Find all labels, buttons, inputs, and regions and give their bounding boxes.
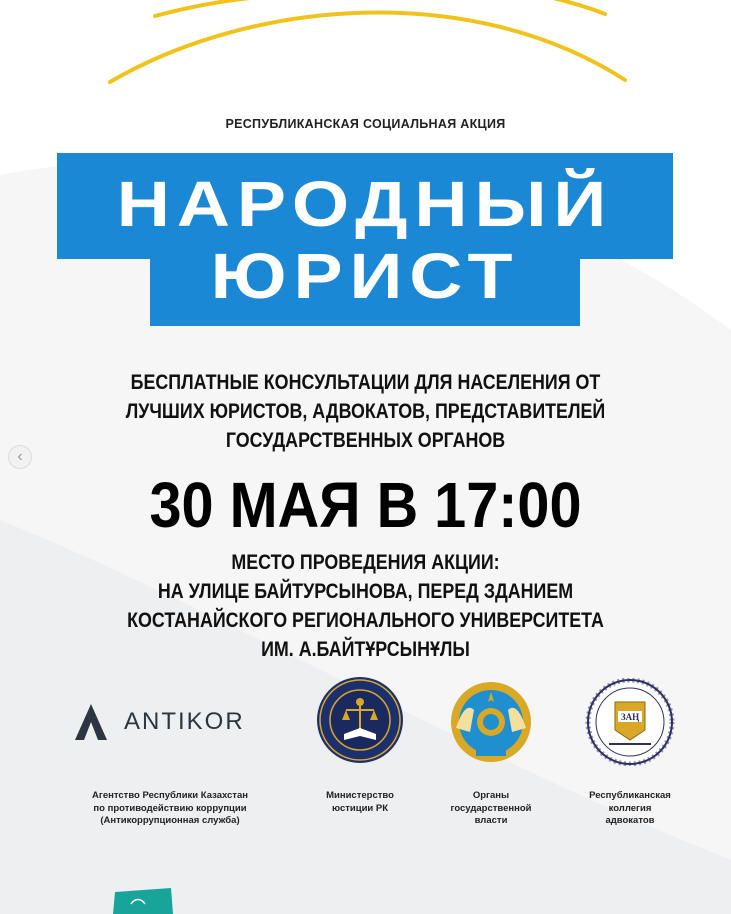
campaign-subtitle: РЕСПУБЛИКАНСКАЯ СОЦИАЛЬНАЯ АКЦИЯ [225,117,506,131]
consult-line-2: ЛУЧШИХ ЮРИСТОВ, АДВОКАТОВ, ПРЕДСТАВИТЕЛЕЙ [125,400,606,423]
consult-line-3: ГОСУДАРСТВЕННЫХ ОРГАНОВ [225,429,506,452]
state-authorities-caption [430,790,552,828]
title-line-1: НАРОДНЫЙ [116,168,614,240]
ministry-justice-caption [300,790,420,815]
caption-line: коллегия [608,802,652,814]
bar-association-emblem-icon [585,678,675,766]
caption-line: власти [474,815,508,826]
antikor-caption [50,790,290,828]
bar-emblem-label: ЗАҢ [620,712,640,722]
state-emblem-kazakhstan-icon [446,680,536,764]
chevron-left-icon: ‹ [17,448,23,465]
caption-line: (Антикоррупционная служба) [100,815,240,826]
venue-text [55,548,676,664]
venue-line-2: НА УЛИЦЕ БАЙТУРСЫНОВА, ПЕРЕД ЗДАНИЕМ [157,580,574,603]
caption-line: Органы [472,790,510,801]
antikor-wordmark: ANTIKOR [124,708,245,735]
antikor-logo-icon [72,702,110,742]
caption-line: Агентство Республики Казахстан [92,790,248,801]
venue-line-3: КОСТАНАЙСКОГО РЕГИОНАЛЬНОГО УНИВЕРСИТЕТА [127,609,604,632]
ministry-justice-emblem-icon [316,676,404,764]
caption-line: адвокатов [605,815,655,826]
caption-line: Министерство [326,790,394,801]
partial-logo-icon [111,888,175,914]
title-line-2: ЮРИСТ [210,240,520,312]
venue-line-1: МЕСТО ПРОВЕДЕНИЯ АКЦИИ: [231,551,500,574]
antikor-logo [72,700,245,744]
caption-line: государственной [450,802,532,814]
campaign-title [11,168,719,312]
caption-line: Республиканская [589,790,671,801]
consultation-text [55,368,676,455]
bar-association-caption [555,790,705,828]
consult-line-1: БЕСПЛАТНЫЕ КОНСУЛЬТАЦИИ ДЛЯ НАСЕЛЕНИЯ ОТ [130,371,601,394]
carousel-prev-button[interactable] [8,445,32,469]
venue-line-4: ИМ. А.БАЙТҰРСЫНҰЛЫ [261,638,470,661]
event-date-time: 30 МАЯ В 17:00 [149,469,582,541]
caption-line: юстиции РК [331,802,389,814]
caption-line: по противодействию коррупции [93,802,247,814]
